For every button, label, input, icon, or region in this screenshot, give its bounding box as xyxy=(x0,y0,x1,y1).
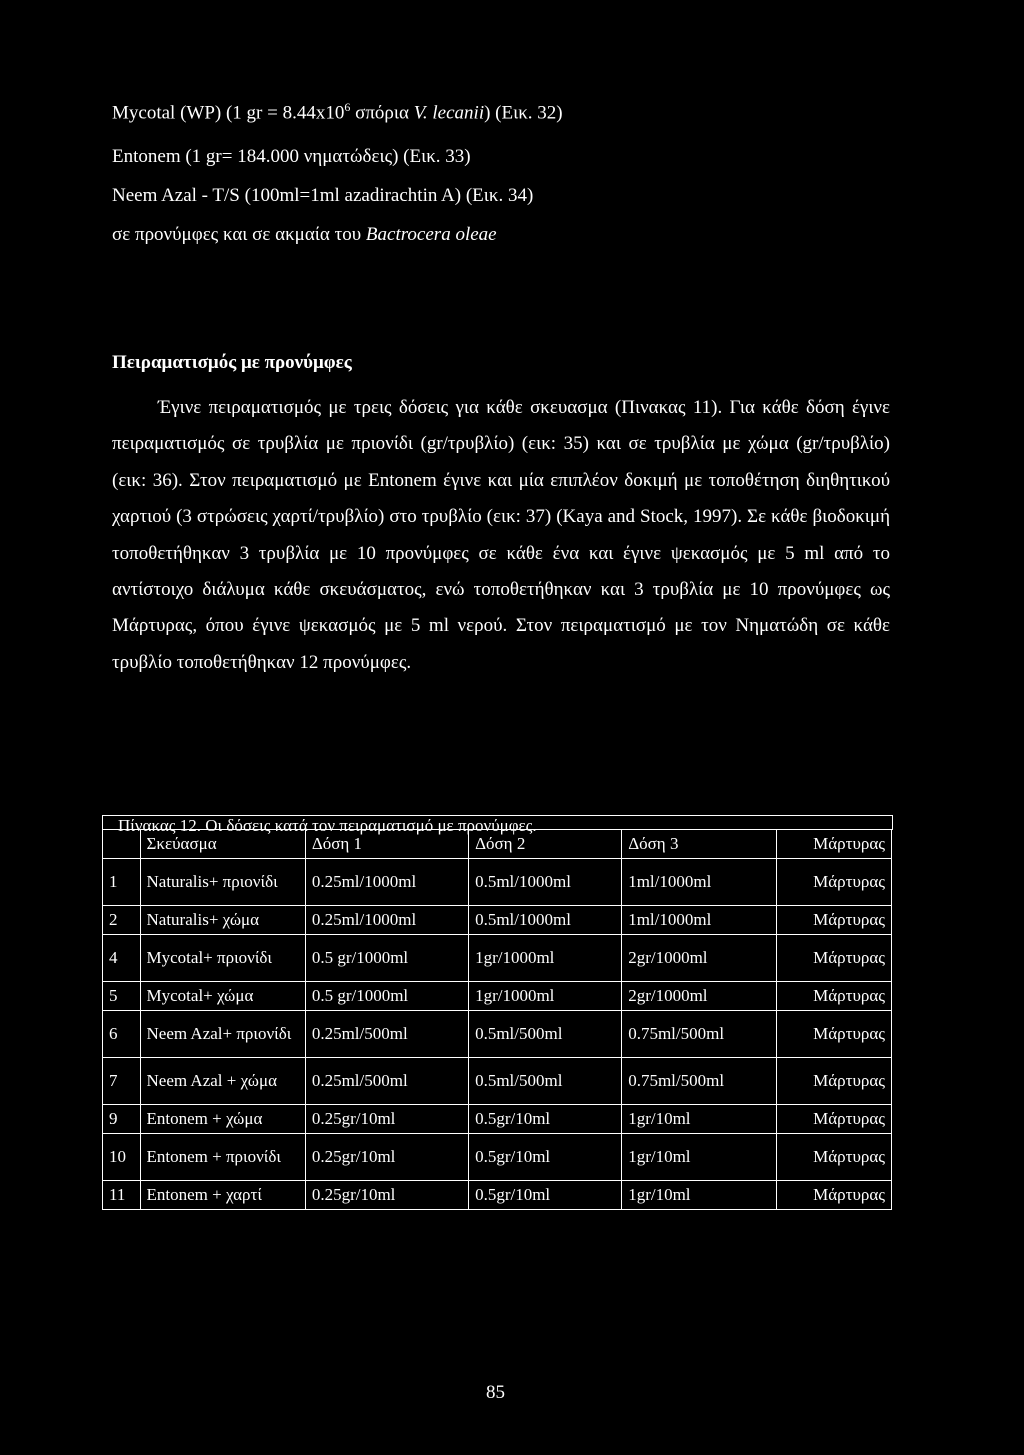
dose3-cell: 0.75ml/500ml xyxy=(622,1058,777,1105)
header-cell xyxy=(103,830,141,859)
table-row xyxy=(103,935,892,982)
preparation-cell: Mycotal+ χώμα xyxy=(140,982,305,1011)
dose2-cell: 0.5gr/10ml xyxy=(469,1134,622,1181)
dose3-cell: 1ml/1000ml xyxy=(622,906,777,935)
page-number: 85 xyxy=(486,1382,505,1403)
row-number: 10 xyxy=(103,1134,141,1181)
preparation-cell: Mycotal+ πριονίδι xyxy=(140,935,305,982)
row-number: 7 xyxy=(103,1058,141,1105)
dose3-cell: 2gr/1000ml xyxy=(622,982,777,1011)
dose1-cell: 0.25gr/10ml xyxy=(305,1134,468,1181)
dose2-cell: 0.5gr/10ml xyxy=(469,1105,622,1134)
dose3-cell: 1gr/10ml xyxy=(622,1105,777,1134)
table-row xyxy=(103,1105,892,1134)
dose1-cell: 0.25ml/1000ml xyxy=(305,859,468,906)
dose2-cell: 0.5ml/500ml xyxy=(469,1058,622,1105)
section-heading: Πειραματισμός με προνύμφες xyxy=(112,352,352,373)
table-row xyxy=(103,906,892,935)
species-name: Bactrocera oleae xyxy=(365,224,497,245)
dose3-cell: 1gr/10ml xyxy=(622,1134,777,1181)
species-name: V. lecanii xyxy=(413,102,485,124)
intro-text: ) (Εικ. 32) xyxy=(484,102,563,124)
preparation-cell: Neem Azal + χώμα xyxy=(140,1058,305,1105)
body-paragraph xyxy=(112,390,890,681)
preparation-cell: Neem Azal+ πριονίδι xyxy=(140,1011,305,1058)
preparation-cell: Entonem + χαρτί xyxy=(140,1181,305,1210)
dose2-cell: 1gr/1000ml xyxy=(469,982,622,1011)
intro-line-mycotal xyxy=(112,100,563,124)
intro-line-target xyxy=(112,224,497,246)
control-cell: Μάρτυρας xyxy=(777,1011,892,1058)
dose3-cell: 0.75ml/500ml xyxy=(622,1011,777,1058)
table-row xyxy=(103,1058,892,1105)
control-cell: Μάρτυρας xyxy=(777,1181,892,1210)
row-number: 9 xyxy=(103,1105,141,1134)
preparation-cell: Entonem + πριονίδι xyxy=(140,1134,305,1181)
intro-text: σπόρια xyxy=(350,102,414,124)
dose2-cell: 0.5gr/10ml xyxy=(469,1181,622,1210)
dose3-cell: 1gr/10ml xyxy=(622,1181,777,1210)
paragraph-text: Έγινε πειραματισμός με τρεις δόσεις για κάθε σκευασμα (Πινακας 11). Για κάθε δόση έγινε πειραματισμός σε τρυβλία με πριονίδι (gr/τρυβλίο) (εικ: 35) και σε τρυβλία με χώμα (gr/τρυβλίο) (εικ: 36). Στον πειραματισμό με Entonem έγινε και μία επιπλέον δοκιμή με τοποθέτηση διηθητικού χαρτιού (3 στρώσεις χαρτί/τρυβλίο) στο τρυβλίο (εικ: 37) (Kaya and Stock, 1997). Σε κάθε βιοδοκιμή τοποθετήθηκαν 3 τρυβλία με 10 προνύμφες σε κάθε ένα και έγινε ψεκασμός με 5 ml από το αντίστοιχο διάλυμα κάθε σκευάσματος, ενώ τοποθετήθηκαν και 3 τρυβλία με 10 προνύμφες ως Μάρτυρας, όπου έγινε ψεκασμός με 5 ml νερού. Στον πειραματισμό με τον Νηματώδη σε κάθε τρυβλίο τοποθετήθηκαν 12 προνύμφες. xyxy=(112,397,890,673)
dose2-cell: 0.5ml/500ml xyxy=(469,1011,622,1058)
row-number: 11 xyxy=(103,1181,141,1210)
header-cell: Δόση 2 xyxy=(469,830,622,859)
dose-table xyxy=(102,829,892,1210)
table-row xyxy=(103,1181,892,1210)
dose1-cell: 0.5 gr/1000ml xyxy=(305,982,468,1011)
header-cell: Δόση 1 xyxy=(305,830,468,859)
intro-text: σε προνύμφες και σε ακμαία του xyxy=(112,224,366,245)
dose2-cell: 1gr/1000ml xyxy=(469,935,622,982)
row-number: 4 xyxy=(103,935,141,982)
intro-line-neem: Neem Azal - T/S (100ml=1ml azadirachtin A) (Εικ. 34) xyxy=(112,185,534,206)
dose2-cell: 0.5ml/1000ml xyxy=(469,906,622,935)
dose1-cell: 0.5 gr/1000ml xyxy=(305,935,468,982)
dose3-cell: 2gr/1000ml xyxy=(622,935,777,982)
intro-text: Mycotal (WP) (1 gr = 8.44x10 xyxy=(112,102,345,124)
dose1-cell: 0.25ml/1000ml xyxy=(305,906,468,935)
preparation-cell: Naturalis+ χώμα xyxy=(140,906,305,935)
dose3-cell: 1ml/1000ml xyxy=(622,859,777,906)
control-cell: Μάρτυρας xyxy=(777,935,892,982)
table-row xyxy=(103,1134,892,1181)
intro-line-entonem: Entonem (1 gr= 184.000 νηματώδεις) (Εικ. 33) xyxy=(112,146,471,167)
preparation-cell: Entonem + χώμα xyxy=(140,1105,305,1134)
row-number: 6 xyxy=(103,1011,141,1058)
row-number: 2 xyxy=(103,906,141,935)
table-caption: Πίνακας 12. Οι δόσεις κατά τον πειραματισμό με προνύμφες. xyxy=(118,816,537,835)
preparation-cell: Naturalis+ πριονίδι xyxy=(140,859,305,906)
table-row xyxy=(103,982,892,1011)
table-row xyxy=(103,859,892,906)
row-number: 5 xyxy=(103,982,141,1011)
dose1-cell: 0.25gr/10ml xyxy=(305,1105,468,1134)
row-number: 1 xyxy=(103,859,141,906)
dose1-cell: 0.25ml/500ml xyxy=(305,1058,468,1105)
control-cell: Μάρτυρας xyxy=(777,906,892,935)
header-cell: Σκεύασμα xyxy=(140,830,305,859)
dose1-cell: 0.25ml/500ml xyxy=(305,1011,468,1058)
control-cell: Μάρτυρας xyxy=(777,982,892,1011)
control-cell: Μάρτυρας xyxy=(777,1134,892,1181)
dose1-cell: 0.25gr/10ml xyxy=(305,1181,468,1210)
header-cell: Δόση 3 xyxy=(622,830,777,859)
exponent: 6 xyxy=(344,100,351,114)
control-cell: Μάρτυρας xyxy=(777,1058,892,1105)
control-cell: Μάρτυρας xyxy=(777,859,892,906)
header-cell: Μάρτυρας xyxy=(777,830,892,859)
dose2-cell: 0.5ml/1000ml xyxy=(469,859,622,906)
table-header-row xyxy=(103,830,892,859)
control-cell: Μάρτυρας xyxy=(777,1105,892,1134)
table-row xyxy=(103,1011,892,1058)
